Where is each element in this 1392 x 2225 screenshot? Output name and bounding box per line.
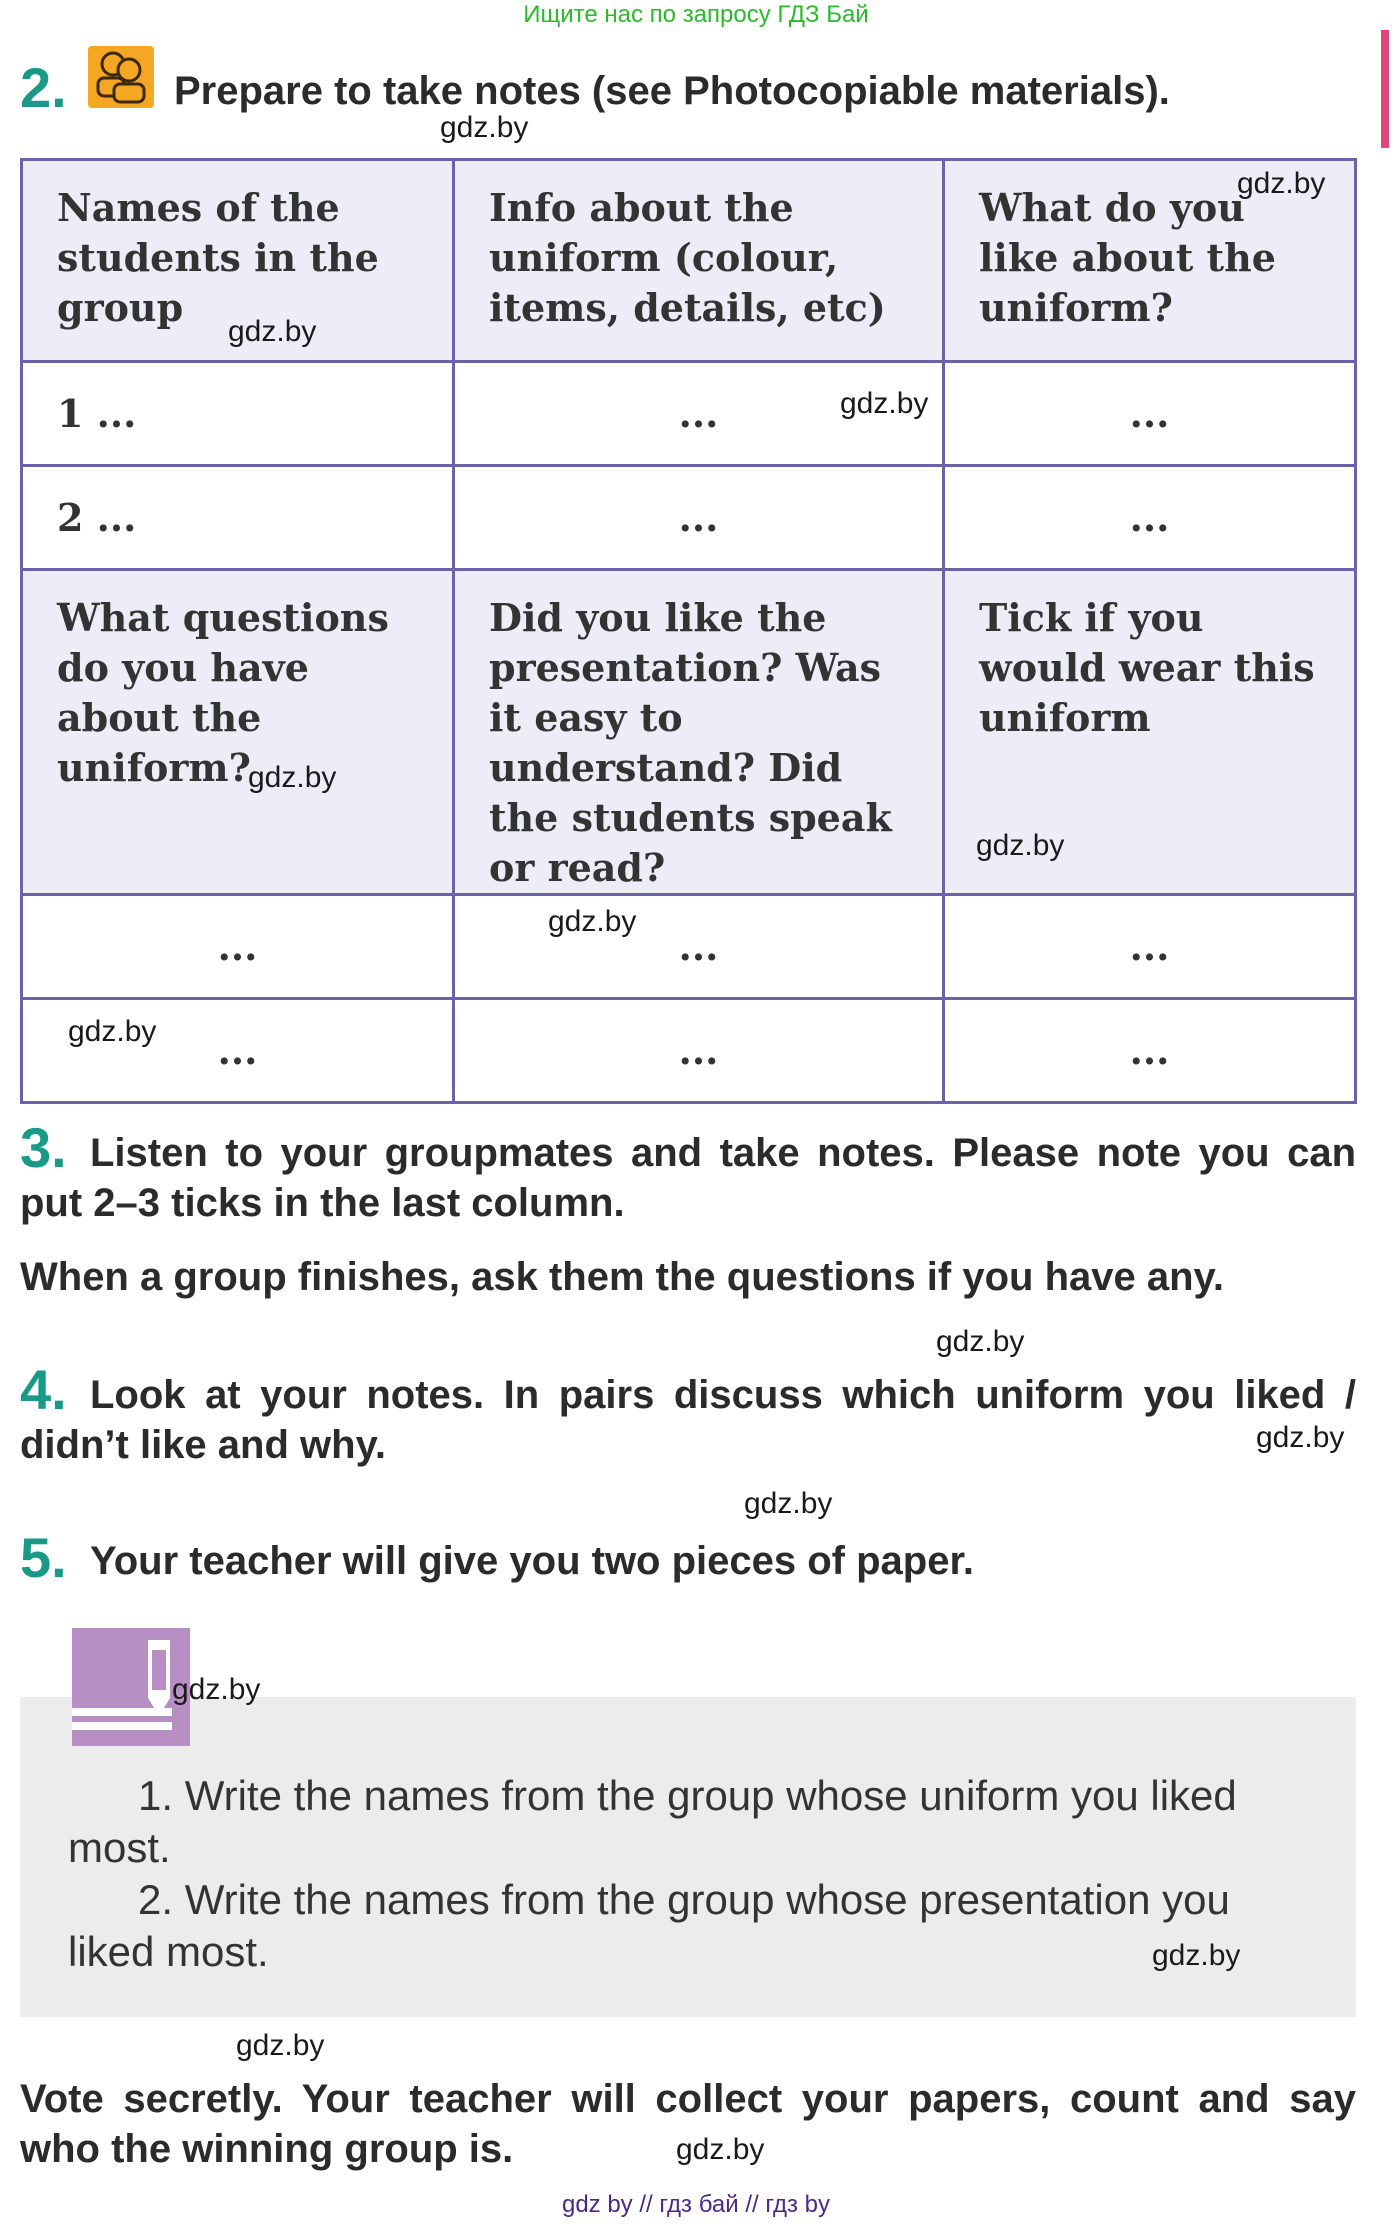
table-cell[interactable]: ... [454, 362, 944, 466]
watermark: gdz.by [840, 387, 929, 420]
exercise-2-title: Prepare to take notes (see Photocopiable materials). [174, 69, 1170, 113]
exercise-5-text: Your teacher will give you two pieces of paper. [90, 1539, 974, 1583]
watermark: gdz.by [744, 1487, 833, 1520]
table-cell[interactable]: ... [454, 895, 944, 999]
table-header-row [22, 570, 1356, 895]
table-header-cell: Names of the students in the group [22, 160, 454, 362]
table-row [22, 466, 1356, 570]
exercise-5-number: 5. [20, 1526, 67, 1589]
table-cell[interactable]: ... [22, 999, 454, 1103]
watermark: gdz.by [440, 111, 529, 144]
table-header-cell: What questions do you have about the uniform? [22, 570, 454, 895]
watermark: gdz.by [248, 761, 337, 794]
table-cell[interactable]: ... [944, 999, 1356, 1103]
table-cell[interactable]: 2 ... [22, 466, 454, 570]
watermark: gdz.by [936, 1325, 1025, 1358]
table-row [22, 362, 1356, 466]
watermark: gdz.by [676, 2133, 765, 2166]
watermark: gdz.by [68, 1015, 157, 1048]
task-item-1: 1. Write the names from the group whose uniform you liked most. [68, 1772, 1237, 1871]
table-cell[interactable]: ... [22, 895, 454, 999]
exercise-3-number: 3. [20, 1116, 67, 1179]
table-row [22, 999, 1356, 1103]
table-header-cell: Tick if you would wear this uniform [944, 570, 1356, 895]
table-row [22, 895, 1356, 999]
watermark: gdz.by [1237, 167, 1326, 200]
exercise-3-text: Listen to your groupmates and take notes. Please note you can put 2–3 ticks in the last column. [20, 1131, 1356, 1225]
exercise-4-text: Look at your notes. In pairs discuss which uniform you liked / didn’t like and why. [20, 1373, 1356, 1467]
page-edge-marker [1381, 30, 1389, 148]
watermark: gdz.by [172, 1673, 261, 1706]
watermark: gdz.by [236, 2029, 325, 2062]
top-banner[interactable]: Ищите нас по запросу ГДЗ Бай [523, 1, 869, 28]
table-cell[interactable]: ... [454, 466, 944, 570]
table-cell[interactable]: ... [944, 895, 1356, 999]
exercise-3-followup: When a group finishes, ask them the questions if you have any. [20, 1255, 1224, 1299]
watermark: gdz.by [548, 905, 637, 938]
task-item-2: 2. Write the names from the group whose presentation you liked most. [68, 1876, 1230, 1975]
group-people-icon [88, 46, 154, 108]
watermark: gdz.by [976, 829, 1065, 862]
watermark: gdz.by [228, 315, 317, 348]
notes-table [20, 158, 1357, 1104]
table-header-cell: What do you like about the uniform? [944, 160, 1356, 362]
watermark: gdz.by [1152, 1939, 1241, 1972]
footer-links[interactable]: gdz by // гдз бай // гдз by [561, 2191, 831, 2218]
exercise-4-number: 4. [20, 1358, 67, 1421]
table-cell[interactable]: 1 ... [22, 362, 454, 466]
exercise-2-number: 2. [20, 56, 67, 119]
closing-text: Vote secretly. Your teacher will collect your papers, count and say who the winning group is. [20, 2077, 1356, 2171]
table-header-cell: Info about the uniform (colour, items, details, etc) [454, 160, 944, 362]
table-cell[interactable]: ... [454, 999, 944, 1103]
table-header-row [22, 160, 1356, 362]
table-header-cell: Did you like the presentation? Was it easy to understand? Did the students speak or read? [454, 570, 944, 895]
table-cell[interactable]: ... [944, 466, 1356, 570]
watermark: gdz.by [1256, 1421, 1345, 1454]
table-cell[interactable]: ... [944, 362, 1356, 466]
